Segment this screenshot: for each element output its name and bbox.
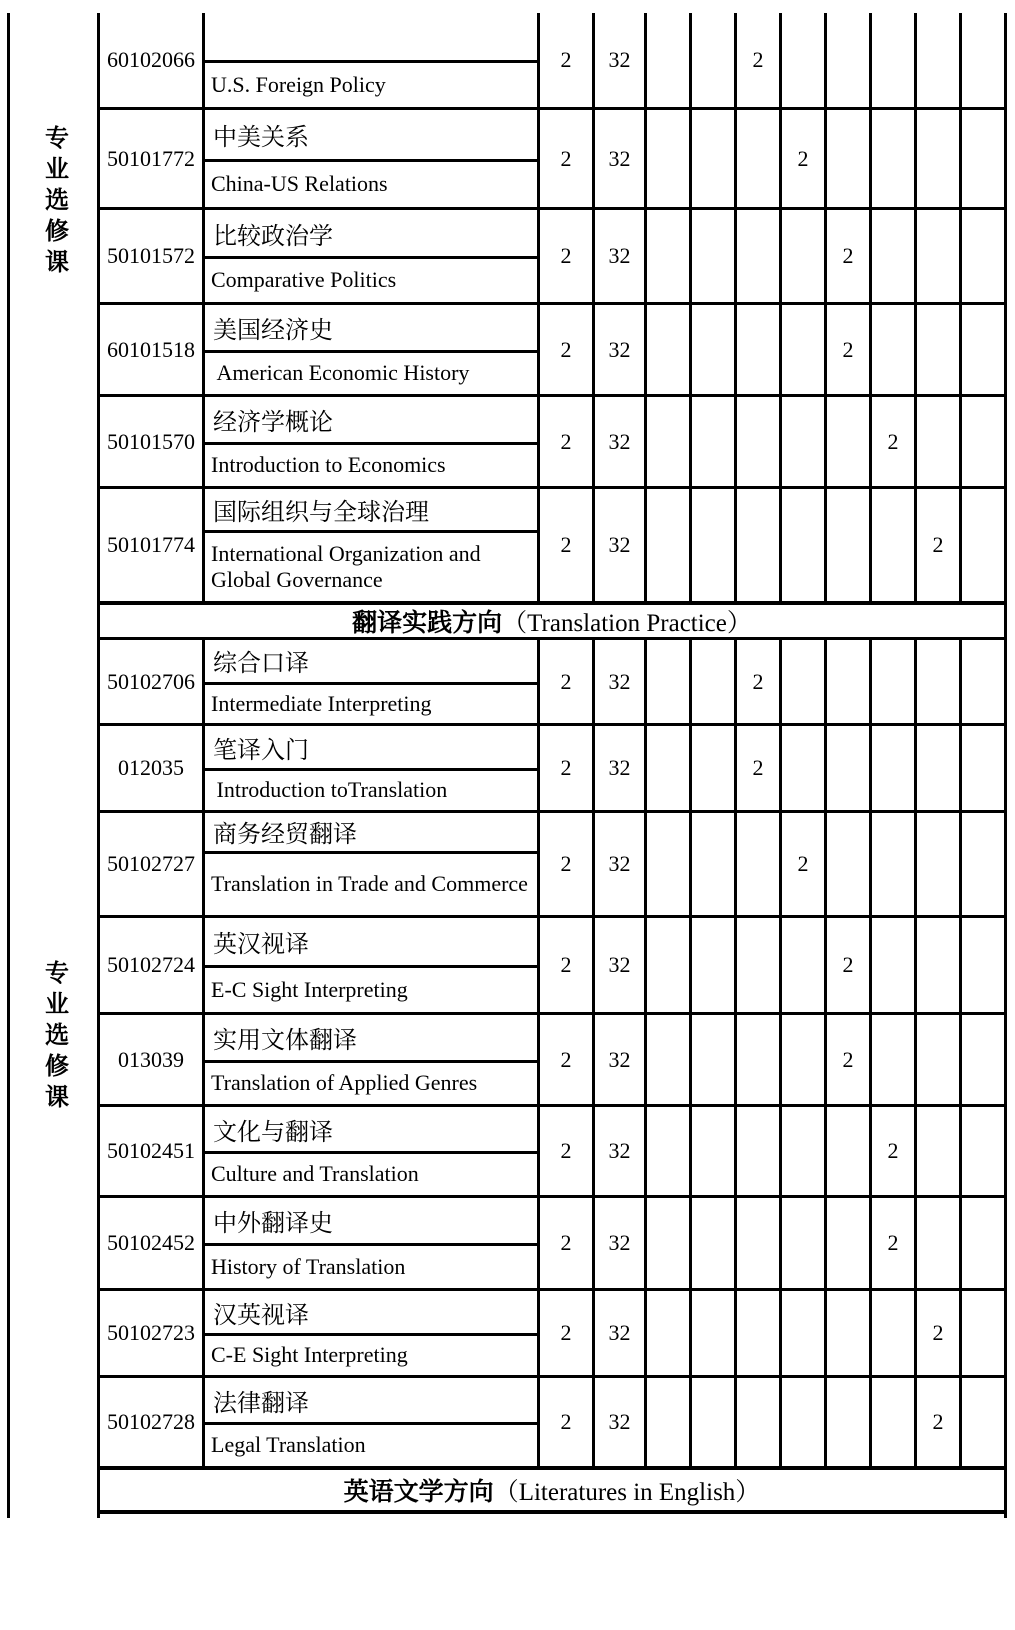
course-code: 50102724 bbox=[107, 952, 195, 977]
course-code: 50102706 bbox=[107, 668, 195, 694]
semester-6-cell bbox=[872, 13, 917, 107]
credits-cell: 2 bbox=[540, 397, 595, 486]
semester-2-cell bbox=[692, 640, 737, 723]
semester-2-cell bbox=[692, 726, 737, 810]
semester-5-cell bbox=[827, 1378, 872, 1466]
hours-cell: 32 bbox=[595, 110, 647, 207]
semester-4-cell bbox=[782, 1378, 827, 1466]
hours-cell: 32 bbox=[595, 813, 647, 915]
course-name-english: History of Translation bbox=[211, 1253, 406, 1279]
course-name-english: American Economic History bbox=[211, 360, 470, 386]
semester-8-cell bbox=[962, 1015, 1004, 1104]
semester-3-cell bbox=[737, 1378, 782, 1466]
semester-6-cell: 2 bbox=[872, 1198, 917, 1288]
semester-7-cell bbox=[917, 1107, 962, 1195]
course-group-label: 专业选修课 bbox=[40, 960, 67, 1115]
semester-8-cell bbox=[962, 1291, 1004, 1375]
semester-5-cell: 2 bbox=[827, 918, 872, 1012]
semester-1-cell bbox=[647, 813, 692, 915]
semester-2-cell bbox=[692, 110, 737, 207]
hours-cell: 32 bbox=[595, 1291, 647, 1375]
semester-2-cell bbox=[692, 13, 737, 107]
credits-cell: 2 bbox=[540, 489, 595, 601]
semester-2-cell bbox=[692, 1198, 737, 1288]
course-rows-wrap bbox=[100, 605, 1004, 1470]
course-name-cell bbox=[205, 813, 540, 915]
semester-2-cell bbox=[692, 918, 737, 1012]
semester-3-cell bbox=[737, 1291, 782, 1375]
course-name-chinese: 综合口译 bbox=[205, 640, 537, 685]
course-name-chinese: 英汉视译 bbox=[205, 918, 537, 968]
course-name-english: International Organization and Global Governance bbox=[211, 540, 487, 593]
semester-5-cell: 2 bbox=[827, 1015, 872, 1104]
course-name-cell bbox=[205, 1015, 540, 1104]
course-name-chinese: 实用文体翻译 bbox=[205, 1015, 537, 1063]
credits-cell: 2 bbox=[540, 1015, 595, 1104]
track-header-row bbox=[100, 605, 1004, 640]
table-row bbox=[100, 640, 1004, 726]
semester-8-cell bbox=[962, 110, 1004, 207]
semester-5-cell: 2 bbox=[827, 210, 872, 302]
course-rows bbox=[100, 13, 1004, 605]
semester-7-cell bbox=[917, 918, 962, 1012]
course-group-cell-stub bbox=[10, 1470, 100, 1518]
course-name-cell bbox=[205, 1378, 540, 1466]
course-code: 012035 bbox=[118, 755, 184, 780]
hours-cell: 32 bbox=[595, 1378, 647, 1466]
course-name-chinese: 比较政治学 bbox=[205, 210, 537, 259]
semester-6-cell bbox=[872, 489, 917, 601]
course-group-cell bbox=[10, 13, 100, 605]
semester-5-cell bbox=[827, 813, 872, 915]
semester-2-cell bbox=[692, 1015, 737, 1104]
semester-6-cell bbox=[872, 210, 917, 302]
table-row bbox=[100, 1107, 1004, 1198]
table-row bbox=[100, 813, 1004, 918]
semester-8-cell bbox=[962, 726, 1004, 810]
semester-2-cell bbox=[692, 813, 737, 915]
credits-cell: 2 bbox=[540, 210, 595, 302]
credits-cell: 2 bbox=[540, 110, 595, 207]
curriculum-table bbox=[7, 13, 1007, 1518]
table-row bbox=[100, 726, 1004, 813]
course-name-chinese bbox=[205, 13, 537, 63]
course-name-english: Intermediate Interpreting bbox=[211, 690, 432, 716]
table-row bbox=[100, 1015, 1004, 1107]
course-name-cell bbox=[205, 1198, 540, 1288]
course-code: 50101772 bbox=[107, 145, 195, 171]
hours-cell: 32 bbox=[595, 489, 647, 601]
course-name-english: Translation in Trade and Commerce bbox=[211, 871, 528, 897]
semester-4-cell bbox=[782, 1198, 827, 1288]
semester-4-cell bbox=[782, 13, 827, 107]
course-rows bbox=[100, 640, 1004, 1470]
semester-7-cell: 2 bbox=[917, 1291, 962, 1375]
semester-2-cell bbox=[692, 489, 737, 601]
course-name-english: Culture and Translation bbox=[211, 1161, 419, 1187]
semester-7-cell bbox=[917, 1015, 962, 1104]
semester-1-cell bbox=[647, 640, 692, 723]
hours-cell: 32 bbox=[595, 1015, 647, 1104]
semester-8-cell bbox=[962, 489, 1004, 601]
semester-3-cell bbox=[737, 1198, 782, 1288]
track-header-english: （Translation Practice） bbox=[502, 610, 752, 637]
semester-8-cell bbox=[962, 918, 1004, 1012]
course-code-cell bbox=[100, 1291, 205, 1375]
hours-cell: 32 bbox=[595, 918, 647, 1012]
course-name-cell bbox=[205, 210, 540, 302]
semester-2-cell bbox=[692, 397, 737, 486]
course-code-cell bbox=[100, 397, 205, 486]
semester-1-cell bbox=[647, 110, 692, 207]
semester-1-cell bbox=[647, 726, 692, 810]
semester-6-cell bbox=[872, 1015, 917, 1104]
course-name-cell bbox=[205, 110, 540, 207]
course-code: 50102728 bbox=[107, 1409, 195, 1434]
hours-cell: 32 bbox=[595, 1198, 647, 1288]
semester-1-cell bbox=[647, 1015, 692, 1104]
table-row bbox=[100, 918, 1004, 1015]
semester-3-cell: 2 bbox=[737, 726, 782, 810]
course-code: 013039 bbox=[118, 1046, 184, 1072]
course-name-cell bbox=[205, 918, 540, 1012]
semester-6-cell bbox=[872, 1291, 917, 1375]
semester-5-cell bbox=[827, 110, 872, 207]
semester-1-cell bbox=[647, 1198, 692, 1288]
course-name-cell bbox=[205, 726, 540, 810]
semester-8-cell bbox=[962, 305, 1004, 394]
credits-cell: 2 bbox=[540, 1198, 595, 1288]
course-name-english: Introduction toTranslation bbox=[211, 777, 448, 803]
semester-1-cell bbox=[647, 489, 692, 601]
hours-cell: 32 bbox=[595, 13, 647, 107]
course-code: 60102066 bbox=[107, 47, 195, 72]
course-name-english: U.S. Foreign Policy bbox=[211, 71, 386, 97]
semester-6-cell: 2 bbox=[872, 1107, 917, 1195]
table-row bbox=[100, 1198, 1004, 1291]
course-name-english: C-E Sight Interpreting bbox=[211, 1342, 408, 1368]
table-row bbox=[100, 305, 1004, 397]
course-code: 50102727 bbox=[107, 851, 195, 876]
course-code-cell bbox=[100, 305, 205, 394]
semester-1-cell bbox=[647, 918, 692, 1012]
semester-7-cell bbox=[917, 726, 962, 810]
semester-6-cell: 2 bbox=[872, 397, 917, 486]
hours-cell: 32 bbox=[595, 397, 647, 486]
course-name-chinese: 美国经济史 bbox=[205, 305, 537, 353]
credits-cell: 2 bbox=[540, 640, 595, 723]
semester-5-cell bbox=[827, 13, 872, 107]
table-row bbox=[100, 489, 1004, 605]
semester-8-cell bbox=[962, 13, 1004, 107]
credits-cell: 2 bbox=[540, 13, 595, 107]
hours-cell: 32 bbox=[595, 640, 647, 723]
semester-4-cell: 2 bbox=[782, 813, 827, 915]
semester-5-cell bbox=[827, 397, 872, 486]
course-code: 60101518 bbox=[107, 336, 195, 362]
course-code-cell bbox=[100, 13, 205, 107]
course-name-english: Translation of Applied Genres bbox=[211, 1070, 478, 1096]
semester-2-cell bbox=[692, 1291, 737, 1375]
page-viewport bbox=[0, 47, 1015, 1518]
hours-cell: 32 bbox=[595, 305, 647, 394]
semester-4-cell bbox=[782, 305, 827, 394]
semester-4-cell bbox=[782, 489, 827, 601]
semester-5-cell bbox=[827, 1107, 872, 1195]
semester-8-cell bbox=[962, 397, 1004, 486]
semester-8-cell bbox=[962, 1107, 1004, 1195]
course-group-label: 专业选修课 bbox=[40, 125, 67, 280]
credits-cell: 2 bbox=[540, 918, 595, 1012]
semester-2-cell bbox=[692, 210, 737, 302]
course-name-cell bbox=[205, 1291, 540, 1375]
course-code: 50102452 bbox=[107, 1230, 195, 1255]
semester-3-cell bbox=[737, 305, 782, 394]
semester-5-cell bbox=[827, 1198, 872, 1288]
credits-cell: 2 bbox=[540, 1378, 595, 1466]
credits-cell: 2 bbox=[540, 1107, 595, 1195]
elective-section-1 bbox=[10, 13, 1004, 605]
semester-1-cell bbox=[647, 1107, 692, 1195]
semester-1-cell bbox=[647, 1378, 692, 1466]
course-name-cell bbox=[205, 397, 540, 486]
course-name-chinese: 商务经贸翻译 bbox=[205, 813, 537, 854]
semester-1-cell bbox=[647, 210, 692, 302]
track-header bbox=[100, 605, 1004, 637]
semester-4-cell bbox=[782, 1291, 827, 1375]
course-code-cell bbox=[100, 640, 205, 723]
semester-7-cell bbox=[917, 813, 962, 915]
semester-5-cell bbox=[827, 726, 872, 810]
semester-7-cell: 2 bbox=[917, 489, 962, 601]
table-row bbox=[100, 110, 1004, 210]
semester-5-cell bbox=[827, 1291, 872, 1375]
credits-cell: 2 bbox=[540, 1291, 595, 1375]
course-name-english: Legal Translation bbox=[211, 1432, 366, 1458]
course-code-cell bbox=[100, 489, 205, 601]
semester-5-cell: 2 bbox=[827, 305, 872, 394]
semester-3-cell: 2 bbox=[737, 640, 782, 723]
course-name-english: Introduction to Economics bbox=[211, 452, 446, 478]
table-row bbox=[100, 397, 1004, 489]
course-name-chinese: 中美关系 bbox=[205, 110, 537, 162]
semester-6-cell bbox=[872, 640, 917, 723]
semester-3-cell bbox=[737, 1015, 782, 1104]
course-group-cell bbox=[10, 605, 100, 1470]
semester-7-cell bbox=[917, 397, 962, 486]
credits-cell: 2 bbox=[540, 726, 595, 810]
course-code-cell bbox=[100, 210, 205, 302]
semester-6-cell bbox=[872, 813, 917, 915]
course-name-chinese: 笔译入门 bbox=[205, 726, 537, 771]
semester-8-cell bbox=[962, 1378, 1004, 1466]
semester-3-cell bbox=[737, 918, 782, 1012]
semester-3-cell bbox=[737, 397, 782, 486]
semester-8-cell bbox=[962, 813, 1004, 915]
table-row bbox=[100, 210, 1004, 305]
course-name-english: E-C Sight Interpreting bbox=[211, 976, 408, 1002]
semester-6-cell bbox=[872, 918, 917, 1012]
semester-4-cell bbox=[782, 726, 827, 810]
semester-8-cell bbox=[962, 1198, 1004, 1288]
semester-7-cell bbox=[917, 305, 962, 394]
track-header-english: （Literatures in English） bbox=[493, 1479, 761, 1506]
semester-6-cell bbox=[872, 305, 917, 394]
semester-1-cell bbox=[647, 397, 692, 486]
track-header-chinese: 英语文学方向 bbox=[343, 1479, 494, 1506]
course-name-cell bbox=[205, 640, 540, 723]
hours-cell: 32 bbox=[595, 1107, 647, 1195]
semester-4-cell bbox=[782, 1107, 827, 1195]
course-code: 50101572 bbox=[107, 243, 195, 268]
table-row bbox=[100, 1291, 1004, 1378]
course-code-cell bbox=[100, 1015, 205, 1104]
elective-section-2 bbox=[10, 605, 1004, 1470]
semester-4-cell bbox=[782, 918, 827, 1012]
semester-4-cell: 2 bbox=[782, 110, 827, 207]
semester-2-cell bbox=[692, 305, 737, 394]
table-row bbox=[100, 1378, 1004, 1470]
semester-2-cell bbox=[692, 1107, 737, 1195]
semester-4-cell bbox=[782, 397, 827, 486]
course-code-cell bbox=[100, 1378, 205, 1466]
credits-cell: 2 bbox=[540, 305, 595, 394]
course-code-cell bbox=[100, 110, 205, 207]
course-name-chinese: 法律翻译 bbox=[205, 1378, 537, 1425]
course-name-cell bbox=[205, 305, 540, 394]
course-name-cell bbox=[205, 13, 540, 107]
course-name-chinese: 中外翻译史 bbox=[205, 1198, 537, 1246]
course-code-cell bbox=[100, 1107, 205, 1195]
semester-7-cell bbox=[917, 210, 962, 302]
semester-3-cell bbox=[737, 110, 782, 207]
course-code-cell bbox=[100, 1198, 205, 1288]
course-code-cell bbox=[100, 813, 205, 915]
semester-3-cell bbox=[737, 210, 782, 302]
semester-4-cell bbox=[782, 1015, 827, 1104]
hours-cell: 32 bbox=[595, 210, 647, 302]
semester-1-cell bbox=[647, 13, 692, 107]
semester-6-cell bbox=[872, 726, 917, 810]
semester-1-cell bbox=[647, 1291, 692, 1375]
elective-section-3 bbox=[10, 1470, 1004, 1518]
semester-3-cell: 2 bbox=[737, 13, 782, 107]
course-code: 50101570 bbox=[107, 428, 195, 454]
semester-2-cell bbox=[692, 1378, 737, 1466]
course-code: 50102723 bbox=[107, 1320, 195, 1345]
semester-4-cell bbox=[782, 640, 827, 723]
course-name-cell bbox=[205, 489, 540, 601]
semester-7-cell: 2 bbox=[917, 1378, 962, 1466]
course-name-chinese: 文化与翻译 bbox=[205, 1107, 537, 1154]
semester-7-cell bbox=[917, 1198, 962, 1288]
semester-7-cell bbox=[917, 640, 962, 723]
semester-5-cell bbox=[827, 489, 872, 601]
semester-5-cell bbox=[827, 640, 872, 723]
semester-7-cell bbox=[917, 13, 962, 107]
semester-6-cell bbox=[872, 110, 917, 207]
track-header-chinese: 翻译实践方向 bbox=[352, 610, 503, 637]
course-code-cell bbox=[100, 918, 205, 1012]
course-name-chinese: 经济学概论 bbox=[205, 397, 537, 445]
credits-cell: 2 bbox=[540, 813, 595, 915]
semester-1-cell bbox=[647, 305, 692, 394]
semester-8-cell bbox=[962, 640, 1004, 723]
course-name-chinese: 汉英视译 bbox=[205, 1291, 537, 1336]
semester-7-cell bbox=[917, 110, 962, 207]
semester-4-cell bbox=[782, 210, 827, 302]
course-name-english: Comparative Politics bbox=[211, 267, 397, 293]
semester-6-cell bbox=[872, 1378, 917, 1466]
course-name-cell bbox=[205, 1107, 540, 1195]
course-code-cell bbox=[100, 726, 205, 810]
track-header bbox=[100, 1470, 1004, 1514]
semester-3-cell bbox=[737, 813, 782, 915]
course-code: 50102451 bbox=[107, 1138, 195, 1163]
course-code: 50101774 bbox=[107, 532, 195, 557]
semester-3-cell bbox=[737, 1107, 782, 1195]
table-row bbox=[100, 13, 1004, 110]
semester-3-cell bbox=[737, 489, 782, 601]
semester-8-cell bbox=[962, 210, 1004, 302]
hours-cell: 32 bbox=[595, 726, 647, 810]
course-name-chinese: 国际组织与全球治理 bbox=[205, 489, 537, 533]
course-name-english: China-US Relations bbox=[211, 171, 388, 197]
